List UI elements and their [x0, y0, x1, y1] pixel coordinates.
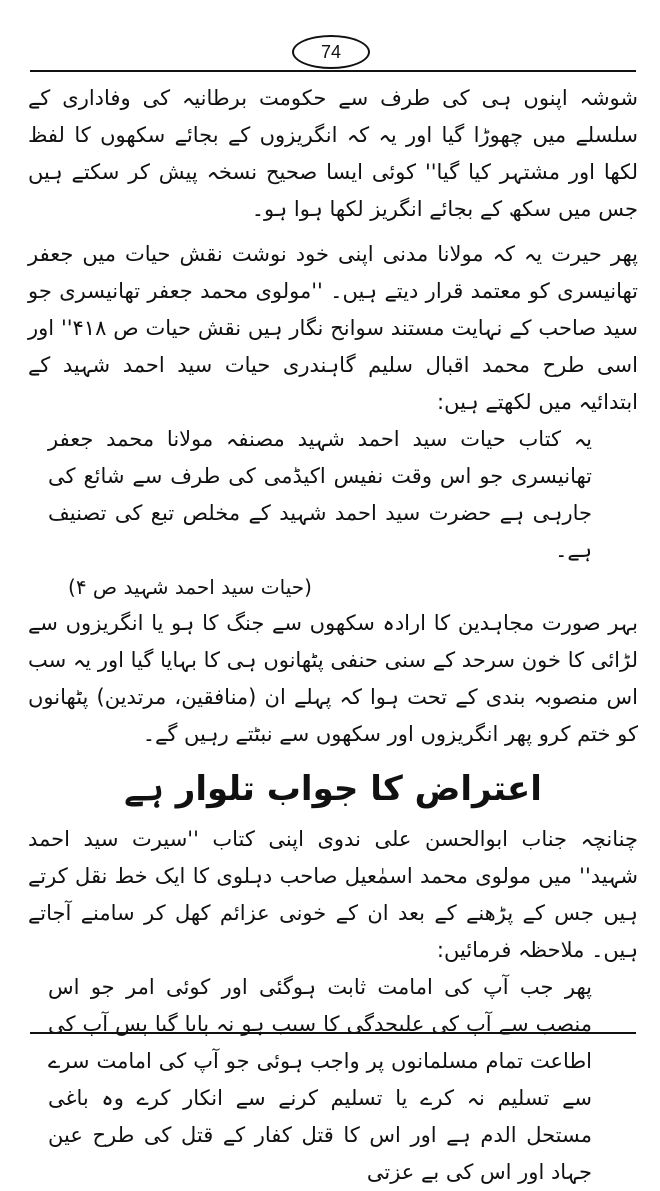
paragraph-2: پھر حیرت یہ کہ مولانا مدنی اپنی خود نوشت نقش حیات میں جعفر تھانیسری کو معتمد قرار دیتے ہیں۔ ''مولوی محمد جعفر تھانیسری جو سید صاحب کے نہایت مستند سوانح نگار ہیں نقش حیات ص ۴۱۸'' اور اسی طرح محمد اقبال سلیم گاہندری حیات سید احمد شہید کے ابتدائیہ میں لکھتے ہیں: — [28, 242, 638, 414]
block-quote-1: یہ کتاب حیات سید احمد شہید مصنفہ مولانا محمد جعفر تھانیسری جو اس وقت نفیس اکیڈمی کی طرف سے شائع کی جارہی ہے حضرت سید احمد شہید کے مخلص تبع کی تصنیف ہے۔ — [48, 427, 592, 562]
paragraph-1: شوشہ اپنوں ہی کی طرف سے حکومت برطانیہ کی وفاداری کے سلسلے میں چھوڑا گیا اور یہ کہ انگریزوں کے بجائے سکھوں کا لفظ لکھا اور مشتہر کیا گیا'' کوئی ایسا صحیح نسخہ پیش کر سکتے ہیں جس میں سکھ کے بجائے انگریز لکھا ہوا ہو۔ — [28, 86, 638, 221]
top-divider — [30, 70, 636, 72]
citation-1: (حیات سید احمد شہید ص ۴) — [68, 575, 312, 599]
bottom-divider — [30, 1032, 636, 1034]
paragraph-3: بہر صورت مجاہدین کا ارادہ سکھوں سے جنگ کا ہو یا انگریزوں سے لڑائی کا خون سرحد کے سنی حنفی پٹھانوں ہی کا بہایا گیا اور یہ سب اس منصوبہ بندی کے تحت ہوا کہ پہلے ان (منافقین، مرتدین) پٹھانوں کو ختم کرو پھر انگریزوں اور سکھوں سے نبٹتے رہیں گے۔ — [28, 611, 638, 746]
page-number-text: 74 — [320, 41, 342, 62]
page-body — [28, 80, 638, 1191]
section-heading: اعتراض کا جواب تلوار ہے — [124, 769, 542, 809]
page-number — [292, 35, 370, 69]
block-quote-2: پھر جب آپ کی امامت ثابت ہوگئی اور کوئی امر جو اس منصب سے آپ کی علیحدگی کا سبب ہو نہ پایا گیا پس آپ کی اطاعت تمام مسلمانوں پر واجب ہوئی جو آپ کی امامت سرے سے تسلیم نہ کرے یا تسلیم کرنے سے انکار کرے وہ باغی مستحل الدم ہے اور اس کا قتل کفار کے قتل کی طرح عین جہاد اور اس کی بے عزتی — [48, 975, 592, 1184]
paragraph-4: چنانچہ جناب ابوالحسن علی ندوی اپنی کتاب ''سیرت سید احمد شہید'' میں مولوی محمد اسمٰعیل صاحب دہلوی کا ایک خط نقل کرتے ہیں جس کے پڑھنے کے بعد ان کے خونی عزائم کھل کر سامنے آجاتے ہیں۔ ملاحظہ فرمائیں: — [28, 827, 638, 962]
